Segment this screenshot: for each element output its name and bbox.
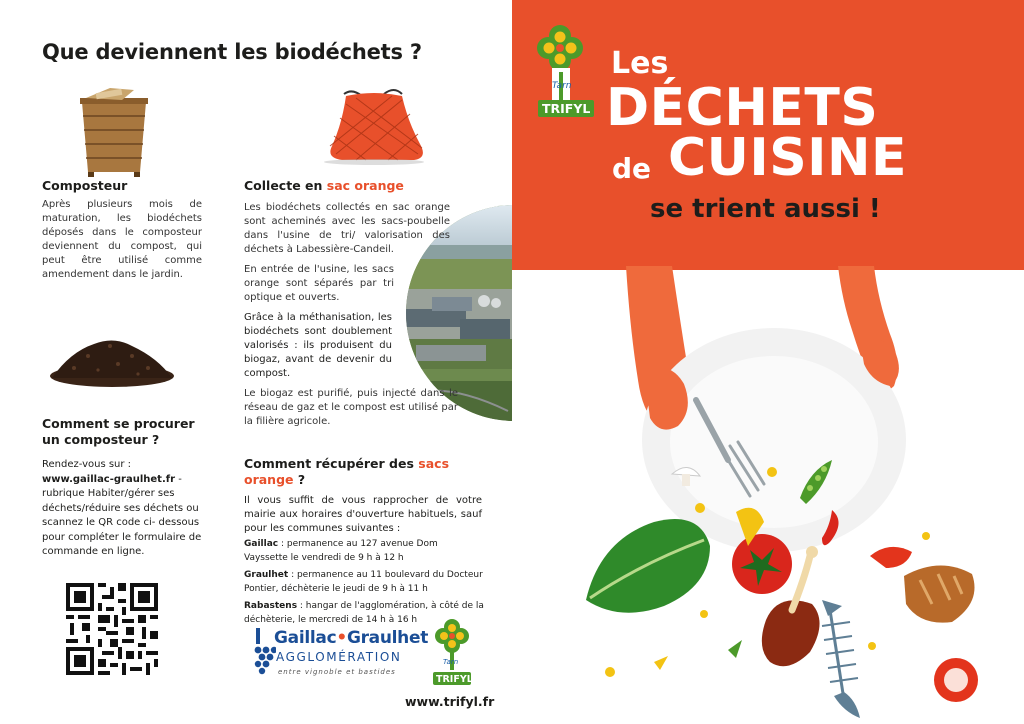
- procurer-url-suffix: -: [175, 473, 182, 485]
- agglo-dot: •: [336, 628, 347, 648]
- city-details: : permanence au 11 boulevard du Docteur Pontier, déchèterie le jeudi de 9 h à 11 h: [244, 570, 483, 594]
- city-name: Graulhet: [244, 570, 289, 580]
- trifyl-website[interactable]: www.trifyl.fr: [405, 694, 495, 709]
- collecte-p4: Le biogaz est purifié, puis injecté dans le réseau de gaz et le compost est utilisé par la filière agricole.: [244, 388, 458, 427]
- main-title: Que deviennent les biodéchets ?: [42, 40, 422, 64]
- procurer-heading-line1: Comment se procurer: [42, 416, 195, 431]
- agglo-tagline: entre vignoble et bastides: [278, 668, 396, 676]
- hero-subtitle: se trient aussi !: [650, 194, 881, 224]
- procurer-rest: rubrique Habiter/gérer ses déchets/réduire ses déchets ou scannez le QR code ci- dessous pour compléter le formulaire de commande en ligne.: [42, 488, 202, 557]
- collecte-p3: Grâce à la méthanisation, les biodéchets sont doublement valorisés : ils produisent du biogaz, avant de devenir du compost.: [244, 312, 392, 379]
- collecte-heading-highlight: sac orange: [326, 178, 404, 193]
- tomato: [732, 534, 792, 594]
- recuperer-intro: Il vous suffit de vous rapprocher de votre mairie aux horaires d'ouverture habituels, sauf pour les communes suivantes :: [244, 495, 482, 534]
- procurer-heading-line2: un composteur ?: [42, 432, 160, 447]
- trifyl-small-name: TRIFYL: [436, 674, 473, 685]
- bread: [904, 565, 975, 622]
- hero-les: Les: [611, 46, 669, 81]
- compost-pile-image: [48, 330, 176, 390]
- collecte-p1: Les biodéchets collectés en sac orange sont acheminés avec les sacs-poubelle dans l'usine de tri/ valorisation des déchets à Labessière-Candeil.: [244, 202, 450, 255]
- city-details: : permanence au 127 avenue Dom Vayssette le vendredi de 9 h à 12 h: [244, 539, 438, 563]
- gaillac-graulhet-link[interactable]: www.gaillac-graulhet.fr: [42, 473, 176, 485]
- fish-skeleton: [822, 600, 860, 718]
- composteur-text: Après plusieurs mois de maturation, les biodéchets déposés dans le composteur deviennent du compost, qui peut être utilisé comme amendement dans le jardin.: [42, 199, 202, 280]
- procurer-text: [42, 458, 202, 560]
- recuperer-heading: [244, 456, 494, 488]
- qr-code[interactable]: [66, 583, 158, 675]
- collecte-heading: [244, 178, 456, 194]
- city-name: Gaillac: [244, 539, 279, 549]
- composteur-heading: Composteur: [42, 178, 128, 193]
- composter-image: [74, 86, 154, 178]
- city-name: Rabastens: [244, 601, 298, 611]
- agglo-name-part2: Graulhet: [346, 628, 429, 648]
- radish: [934, 658, 978, 702]
- agglo-name-part1: Gaillac: [274, 628, 337, 648]
- hero-cuisine: CUISINE: [668, 128, 908, 188]
- collecte-p2: En entrée de l'usine, les sacs orange sont séparés par tri optique et ouverts.: [244, 264, 394, 303]
- orange-bag-image: [322, 84, 432, 166]
- procurer-line1: Rendez-vous sur :: [42, 459, 132, 470]
- list-item: [244, 569, 484, 596]
- food-plate-illustration: [560, 260, 1024, 724]
- hero-de: de: [612, 152, 652, 185]
- recuperer-heading-suffix: ?: [293, 472, 306, 487]
- list-item: [244, 538, 484, 565]
- agglo-word: AGGLOMÉRATION: [276, 650, 402, 664]
- hero-dechets: DÉCHETS: [606, 78, 879, 138]
- trifyl-logo-hero: [530, 24, 606, 124]
- recuperer-list: [244, 538, 484, 627]
- grapes-icon: [250, 628, 276, 676]
- pepper-slice: [870, 547, 912, 568]
- trifyl-logo-small: [430, 618, 474, 690]
- lettuce: [586, 519, 710, 613]
- recuperer-heading-prefix: Comment récupérer des: [244, 456, 419, 471]
- agglo-name: [274, 628, 428, 648]
- trifyl-hero-name: TRIFYL: [542, 101, 591, 116]
- collecte-heading-prefix: Collecte en: [244, 178, 327, 193]
- trifyl-hero-tarn: Tarn: [552, 81, 572, 91]
- city-details: : hangar de l'agglomération, à côté de la déchèterie, le mercredi de 14 h à 16 h: [244, 601, 484, 625]
- trifyl-small-tarn: Tarn: [443, 658, 459, 666]
- gaillac-graulhet-logo: [250, 626, 429, 682]
- recuperer-heading-highlight: sacs orange: [244, 456, 450, 487]
